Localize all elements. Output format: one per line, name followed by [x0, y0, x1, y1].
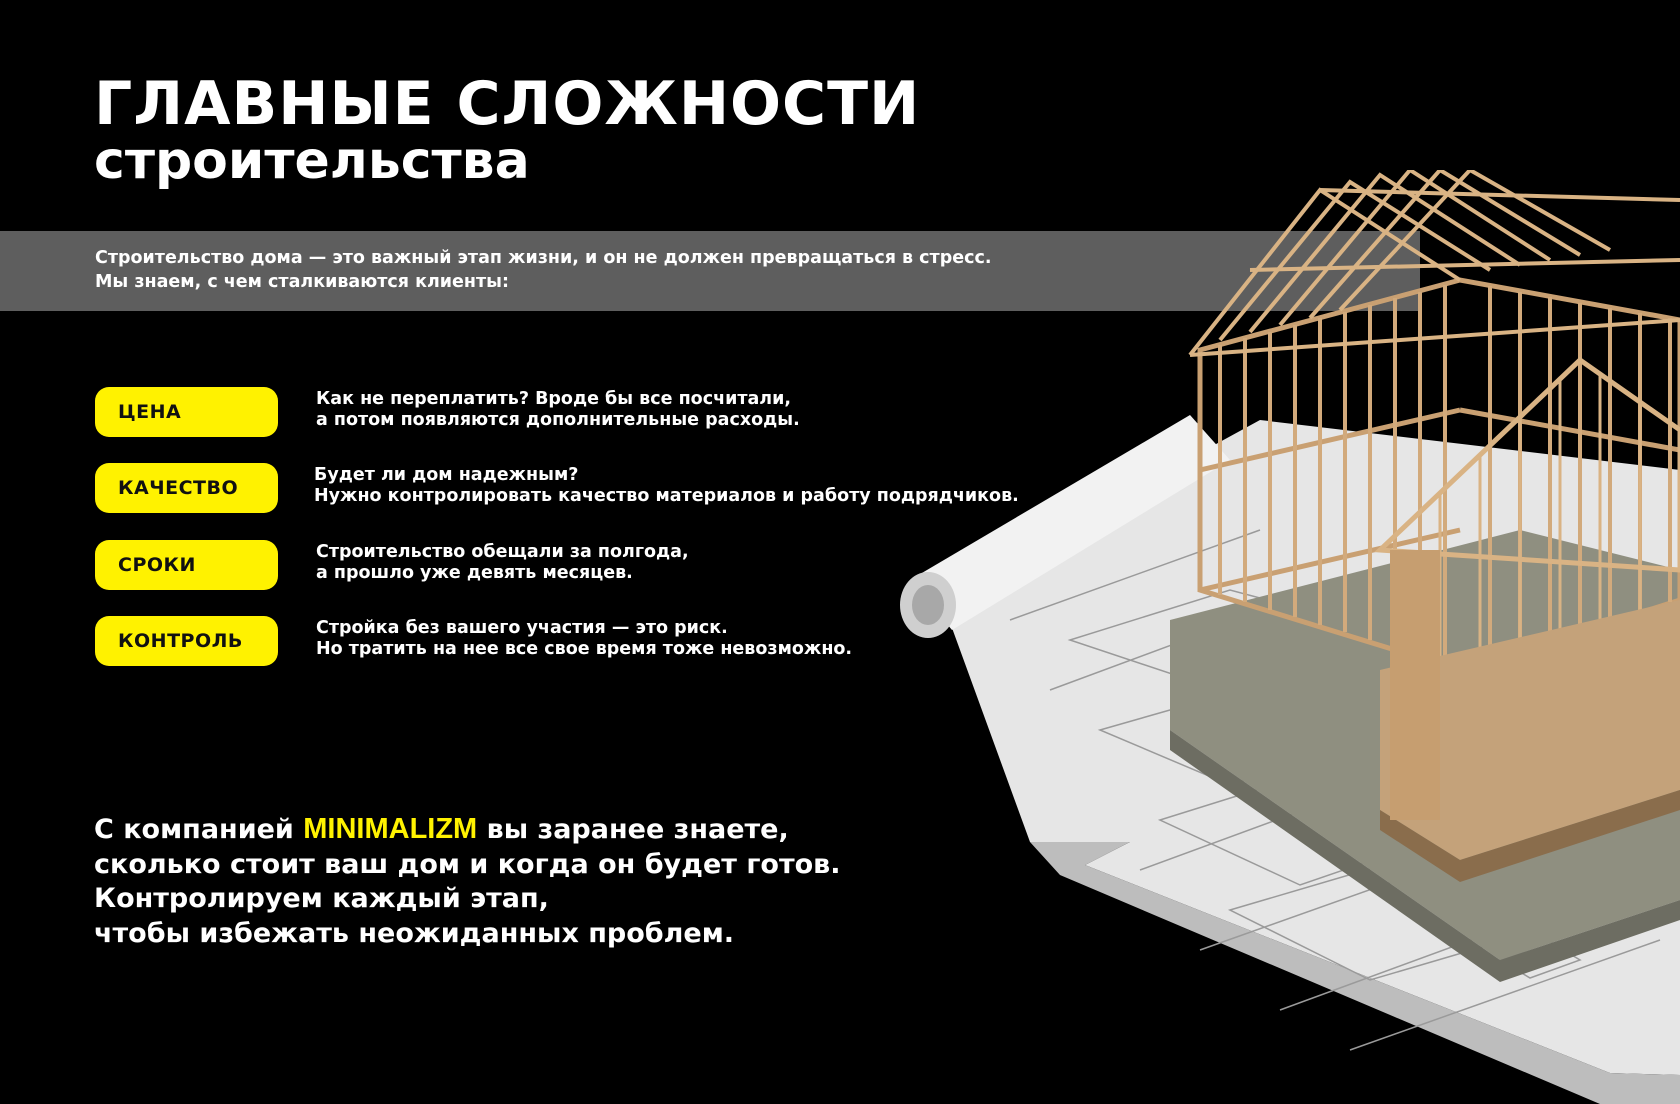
challenge-line: Стройка без вашего участия — это риск. [316, 618, 728, 638]
intro-line-2: Мы знаем, с чем сталкиваются клиенты: [95, 272, 509, 292]
closing-statement [94, 812, 841, 951]
challenge-line: Как не переплатить? Вроде бы все посчитали, [316, 389, 792, 409]
challenge-line: Строительство обещали за полгода, [316, 542, 689, 562]
challenge-text-price [316, 389, 800, 431]
challenge-line: а потом появляются дополнительные расходы. [316, 410, 800, 430]
closing-line-3: Контролируем каждый этап, [94, 883, 549, 914]
challenge-line: Будет ли дом надежным? [314, 465, 579, 485]
roof-trusses [1190, 170, 1680, 355]
challenge-text-terms [316, 542, 689, 584]
challenge-label-terms: СРОКИ [95, 540, 278, 590]
challenge-label-price: ЦЕНА [95, 387, 278, 437]
support-post [1390, 550, 1440, 820]
closing-prefix: С компанией [94, 814, 304, 845]
intro-text [95, 246, 992, 294]
intro-line-1: Строительство дома — это важный этап жизни, и он не должен превращаться в стресс. [95, 248, 992, 268]
closing-line-4: чтобы избежать неожиданных проблем. [94, 917, 735, 949]
closing-line-1 [94, 812, 841, 848]
challenge-line: Но тратить на нее все свое время тоже невозможно. [316, 639, 853, 659]
challenge-label-control: КОНТРОЛЬ [95, 616, 278, 666]
challenge-line: Нужно контролировать качество материалов и работу подрядчиков. [314, 486, 1019, 506]
page-subtitle: строительства [94, 131, 530, 191]
brand-name: MINIMALIZM [303, 813, 478, 845]
closing-line-2: сколько стоит ваш дом и когда он будет готов. [94, 848, 841, 880]
closing-suffix: вы заранее знаете, [477, 814, 789, 845]
challenge-label-quality: КАЧЕСТВО [95, 463, 278, 513]
challenge-line: а прошло уже девять месяцев. [316, 563, 633, 583]
house-frame-illustration [900, 170, 1680, 1104]
challenge-text-control [316, 618, 852, 660]
page-title: ГЛАВНЫЕ СЛОЖНОСТИ [94, 69, 921, 139]
